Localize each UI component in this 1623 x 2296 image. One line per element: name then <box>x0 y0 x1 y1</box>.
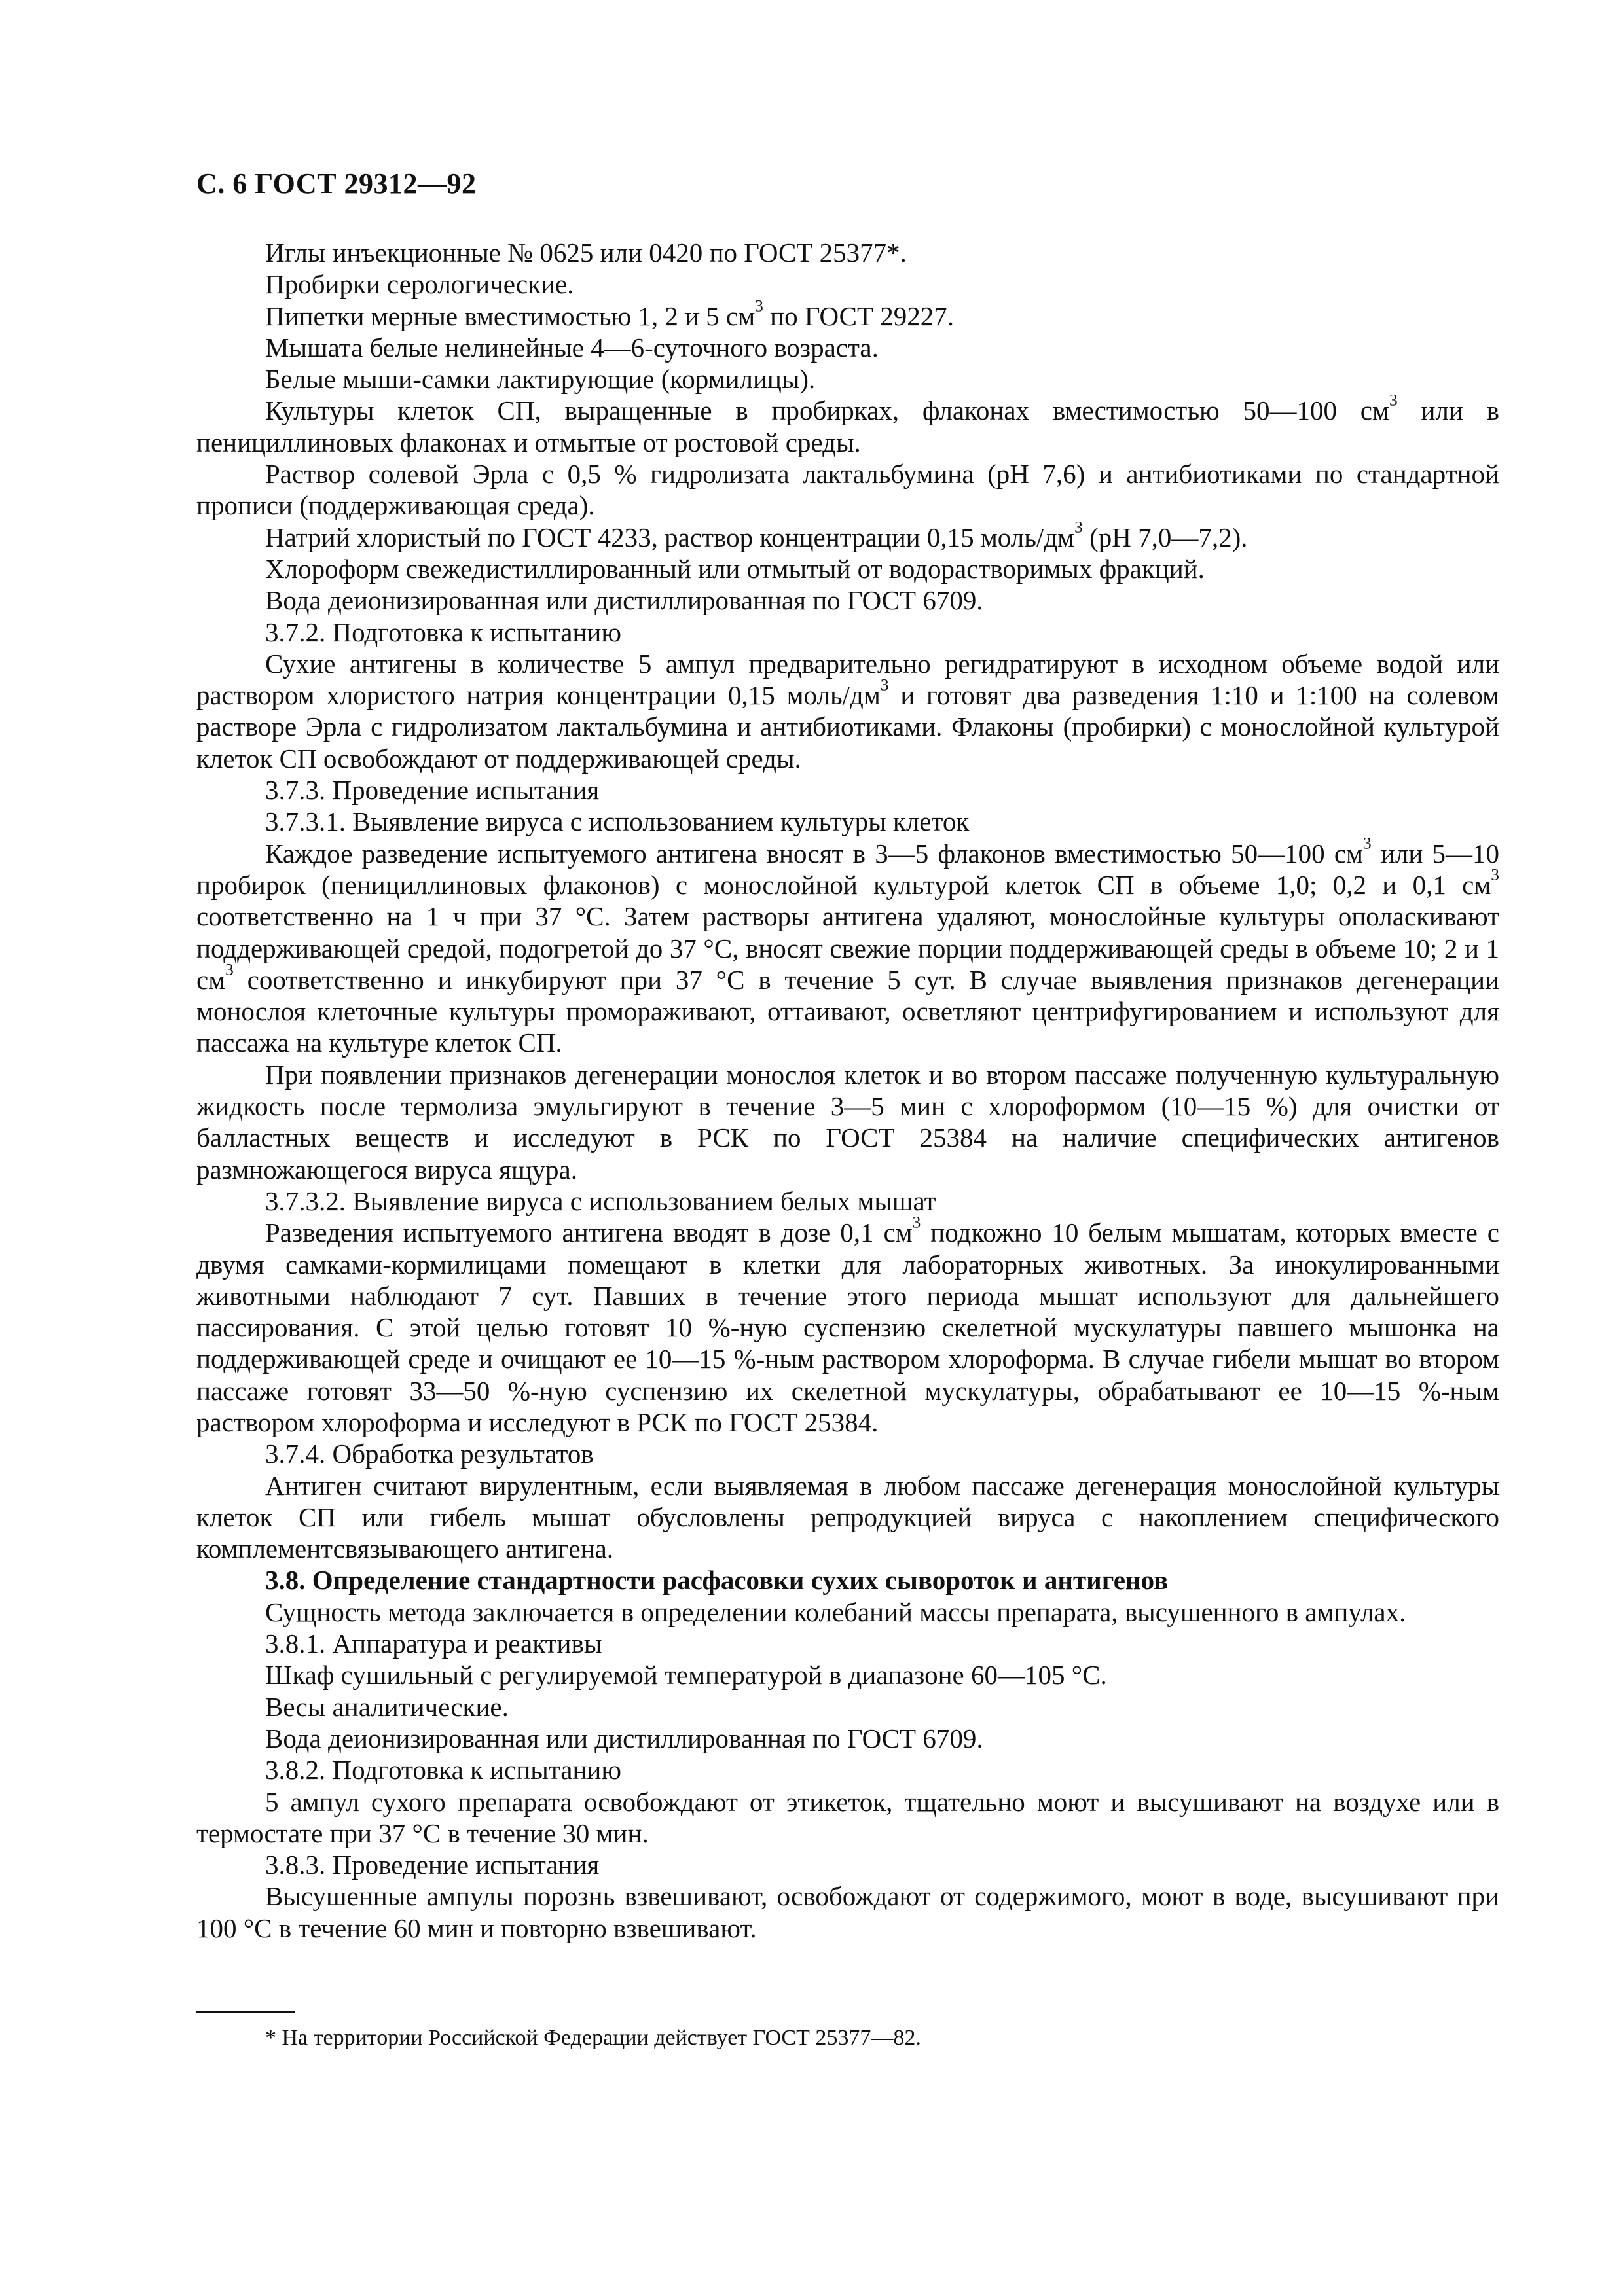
paragraph: Сухие антигены в количестве 5 ампул предварительно регидратируют в исходном объеме водой или раствором хлористого натрия концентрации 0,15 моль/$дм^3$ и готовят два разведения 1:10 и 1:100 на солевом растворе Эрла с гидролизатом лактальбумина и антибиотиками. Флаконы (пробирки) с монослойной культурой клеток СП освобождают от поддерживающей среды. <box>196 648 1500 774</box>
paragraph: 3.8. Определение стандартности расфасовки сухих сывороток и антигенов <box>265 1565 1169 1596</box>
paragraph: 3.7.4. Обработка результатов <box>265 1439 594 1469</box>
paragraph: Пробирки серологические. <box>265 269 574 300</box>
paragraph: При появлении признаков дегенерации монослоя клеток и во втором пассаже полученную культуральную жидкость после термолиза эмульгируют в течение 3—5 мин с хлороформом (10—15 %) для очистки от балластных веществ и исследуют в РСК по ГОСТ 25384 на наличие специфических антигенов размножающегося вируса ящура. <box>196 1059 1499 1185</box>
paragraph: Каждое разведение испытуемого антигена вносят в 3—5 флаконов вместимостью 50—100 $см^3$ или 5—10 пробирок (пенициллиновых флаконов) с монослойной культурой клеток СП в объеме 1,0; 0,2 и 0,1 $см^3$ соответственно на 1 ч при 37 °С. Затем растворы антигена удаляют, монослойные культуры ополаскивают поддерживающей средой, подогретой до 37 °С, вносят свежие порции поддерживающей среды в объеме 10; 2 и 1 $см^3$ соответственно и инкубируют при 37 °С в течение 5 сут. В случае выявления признаков дегенерации монослоя клеточные культуры промораживают, оттаивают, осветляют центрифугированием и используют для пассажа на культуре клеток СП. <box>196 834 1499 1058</box>
paragraph: 3.7.3. Проведение испытания <box>265 775 600 806</box>
paragraph: Иглы инъекционные № 0625 или 0420 по ГОСТ 25377*. <box>265 238 907 268</box>
paragraph: Весы аналитические. <box>265 1691 509 1722</box>
paragraph: Сущность метода заключается в определении колебаний массы препарата, высушенного в ампулах. <box>265 1596 1406 1627</box>
paragraph: Белые мыши-самки лактирующие (кормилицы). <box>265 364 816 395</box>
paragraph: Культуры клеток СП, выращенные в пробирках, флаконах вместимостью 50—100 $см^3$ или в пенициллиновых флаконах и отмытые от ростовой среды. <box>196 391 1499 457</box>
paragraph: 3.8.1. Аппаратура и реактивы <box>265 1628 602 1659</box>
paragraph: 3.7.3.1. Выявление вируса с использованием культуры клеток <box>265 806 970 837</box>
paragraph: Высушенные ампулы порознь взвешивают, освобождают от содержимого, моют в воде, высушивают при 100 °С в течение 60 мин и повторно взвешивают. <box>196 1881 1499 1943</box>
paragraph: Хлороформ свежедистиллированный или отмытый от водорастворимых фракций. <box>265 553 1205 584</box>
paragraph: Раствор солевой Эрла с 0,5 % гидролизата лактальбумина (рН 7,6) и антибиотиками по стандартной прописи (поддерживающая среда). <box>196 459 1499 521</box>
paragraph: 3.8.2. Подготовка к испытанию <box>265 1755 621 1785</box>
footnote: * На территории Российской Федерации действует ГОСТ 25377—82. <box>265 2026 921 2050</box>
paragraph: 3.8.3. Проведение испытания <box>265 1850 600 1880</box>
paragraph: Шкаф сушильный с регулируемой температурой в диапазоне 60—105 °С. <box>265 1660 1107 1691</box>
paragraph: Мышата белые нелинейные 4—6-суточного возраста. <box>265 332 879 363</box>
page-header: С. 6 ГОСТ 29312—92 <box>196 168 477 200</box>
paragraph: Пипетки мерные вместимостью 1, 2 и 5 $см^3$ по ГОСТ 29227. <box>265 296 954 331</box>
paragraph: Вода деионизированная или дистиллированная по ГОСТ 6709. <box>265 1723 983 1753</box>
paragraph: 3.7.3.2. Выявление вируса с использованием белых мышат <box>265 1185 936 1216</box>
paragraph: 3.7.2. Подготовка к испытанию <box>265 617 621 647</box>
paragraph: Вода деионизированная или дистиллированная по ГОСТ 6709. <box>265 585 983 616</box>
paragraph: 5 ампул сухого препарата освобождают от этикеток, тщательно моют и высушивают на воздухе или в термостате при 37 °С в течение 30 мин. <box>196 1786 1499 1848</box>
paragraph: Натрий хлористый по ГОСТ 4233, раствор концентрации 0,15 моль/$дм^3$ (рН 7,0—7,2). <box>265 518 1248 552</box>
document-body <box>196 237 1499 1944</box>
paragraph: Разведения испытуемого антигена вводят в дозе 0,1 $см^3$ подкожно 10 белым мышатам, которых вместе с двумя самками-кормилицами помещают в клетки для лабораторных животных. За инокулированными животными наблюдают 7 сут. Павших в течение этого периода мышат используют для дальнейшего пассирования. С этой целью готовят 10 %-ную суспензию скелетной мускулатуры павшего мышонка на поддерживающей среде и очищают ее 10—15 %-ным раствором хлороформа. В случае гибели мышат во втором пассаже готовят 33—50 %-ную суспензию их скелетной мускулатуры, обрабатывают ее 10—15 %-ным раствором хлороформа и исследуют в РСК по ГОСТ 25384. <box>196 1213 1499 1437</box>
paragraph: Антиген считают вирулентным, если выявляемая в любом пассаже дегенерация монослойной культуры клеток СП или гибель мышат обусловлены репродукцией вируса с накоплением специфического комплементсвязывающего антигена. <box>196 1470 1499 1564</box>
footnote-separator <box>196 2011 295 2013</box>
